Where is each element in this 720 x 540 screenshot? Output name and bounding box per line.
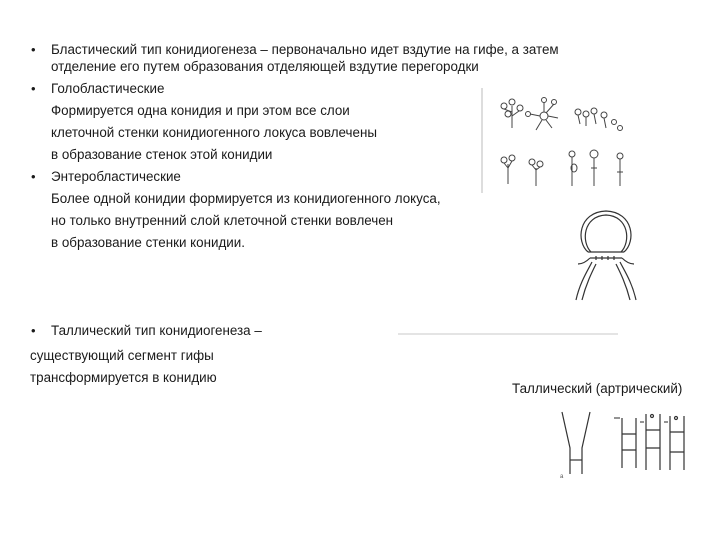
holoblastic-text-line-1: Формируется одна конидия и при этом все слои <box>51 103 350 118</box>
svg-text:a: a <box>560 474 564 480</box>
thallic-caption: Таллический (артрический) <box>512 381 683 396</box>
enteroblastic-text-line-2: но только внутренний слой клеточной стенки вовлечен <box>51 213 394 228</box>
thallic-text-line-3: трансформируется в конидию <box>30 370 217 385</box>
figure-divider <box>398 332 618 336</box>
holoblastic-text-line-3: в образование стенок этой конидии <box>51 147 273 162</box>
bullet-marker: • <box>31 81 36 96</box>
bullet-marker: • <box>31 323 36 338</box>
thallic-text-line-2: существующий сегмент гифы <box>30 348 214 363</box>
blastic-text-line-2: отделение его путем образования отделяющей вздутие перегородки <box>51 59 479 74</box>
thallic-text-line-1: Таллический тип конидиогенеза – <box>51 323 262 338</box>
holoblastic-heading: Голобластические <box>51 81 165 96</box>
enteroblastic-text-line-3: в образование стенки конидии. <box>51 235 245 250</box>
bullet-marker: • <box>31 169 36 184</box>
enteroblastic-phialide-figure <box>566 206 646 314</box>
enteroblastic-heading: Энтеробластические <box>51 169 181 184</box>
holoblastic-conidia-figure <box>482 88 632 193</box>
blastic-text-line-1: Бластический тип конидиогенеза – первоначально идет вздутие на гифе, а затем <box>51 42 559 57</box>
enteroblastic-text-line-1: Более одной конидии формируется из конидиогенного локуса, <box>51 191 441 206</box>
thallic-arthric-figure <box>556 408 706 480</box>
bullet-marker: • <box>31 42 36 57</box>
holoblastic-text-line-2: клеточной стенки конидиогенного локуса вовлечены <box>51 125 377 140</box>
